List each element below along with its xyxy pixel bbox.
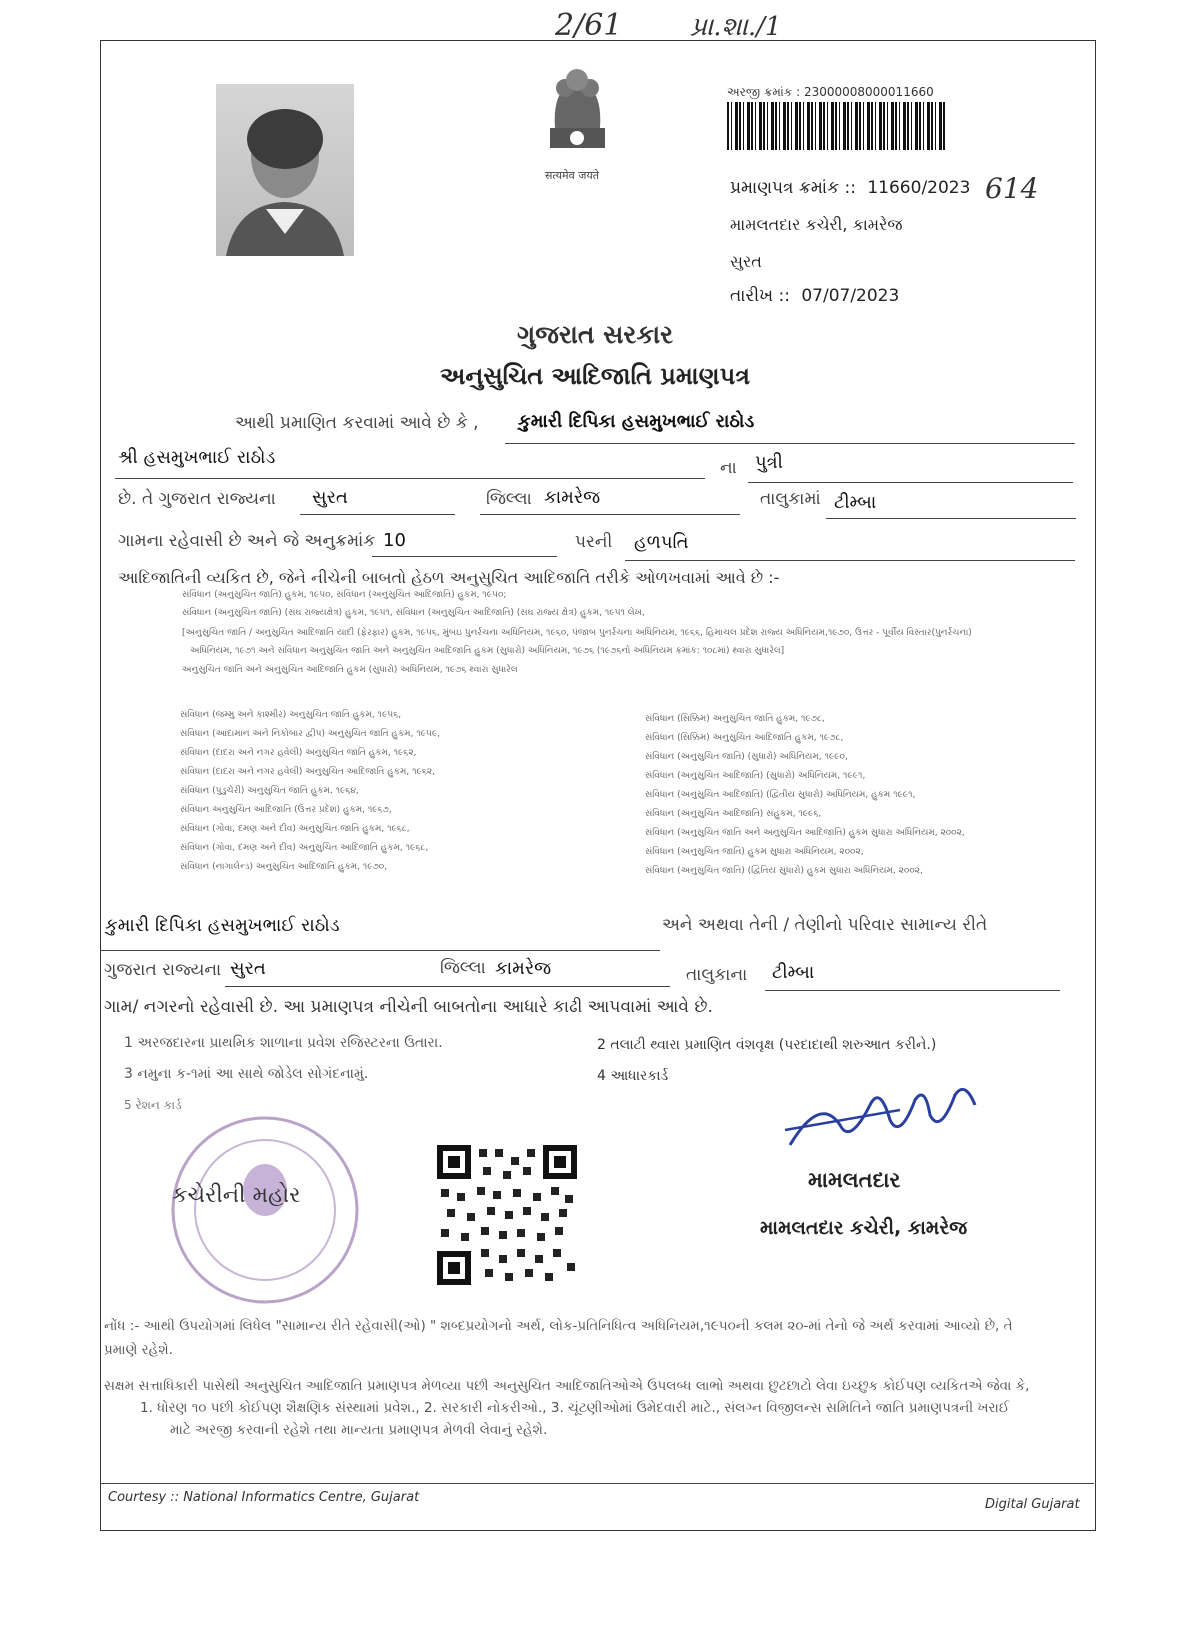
schedule-item: સંવિધાન (સિક્કિમ) અનુસુચિત આદિજાતિ હુકમ, ૧૯૭૮, <box>645 733 844 743</box>
schedule-left-list <box>180 710 440 881</box>
document-item: 4 આધારકાર્ડ <box>597 1068 669 1084</box>
father-name-underline <box>115 478 705 479</box>
certificate-number-label: પ્રમાણપત્ર ક્રમાંક :: <box>730 178 856 198</box>
person-name: કુમારી દિપિકા હસમુખભાઈ રાઠોડ <box>518 411 755 432</box>
tribe-underline <box>625 560 1075 561</box>
footer-brand: Digital Gujarat <box>985 1497 1080 1512</box>
residence-taluka-label: તાલુકાના <box>686 965 748 985</box>
note-text: નોંધ :- આથી ઉપયોગમાં લિધેલ "સામાન્ય રીતે રહેવાસી(ઓ) " શબ્દપ્રયોગનો અર્થ, લોક-પ્રતિનિધિત્વ અધિનિયમ,૧૯૫૦ની કલમ ૨૦-માં તેનો જે અર્થ કરવામાં આવ્યો છે, તે <box>104 1318 1013 1334</box>
relation: પુત્રી <box>755 452 783 473</box>
taluka: કામરેજ <box>544 487 601 508</box>
village-underline <box>826 518 1076 519</box>
schedule-item: સંવિધાન (ગોવા, દમણ અને દીવ) અનુસુચિત આદિજાતિ હુકમ, ૧૯૬૮, <box>180 843 429 853</box>
certificate-date: 07/07/2023 <box>801 286 900 306</box>
parni-label: પરની <box>575 532 613 552</box>
national-emblem-icon <box>535 58 620 168</box>
certify-label: આથી પ્રમાણિત કરવામાં આવે છે કે , <box>235 413 479 433</box>
na-label: ના <box>720 458 737 478</box>
note-text: 1. ધોરણ ૧૦ પછી કોઈપણ શૈક્ષણિક સંસ્થામાં પ્રવેશ., 2. સરકારી નોકરીઓ., 3. ચૂંટણીઓમાં ઉમેદવારી માટે., સંલગ્ન વિજીલન્સ સમિતિને જાતિ પ્રમાણપત્રની ખરાઈ <box>140 1400 1010 1416</box>
residence-name-underline <box>100 950 660 951</box>
district-underline <box>300 514 455 515</box>
taluka-label: તાલુકામાં <box>760 489 821 509</box>
residence-district-label: જિલ્લા <box>440 958 486 978</box>
issuing-office: મામલતદાર કચેરી, કામરેજ <box>730 215 903 234</box>
schedule-header-line: [અનુસુચિત જાતિ / અનુસુચિત આદિજાતિ યાદી (ફેરફાર) હુકમ, ૧૯૫૬, મુંબઇ પુનર્રચના અધિનિયમ, ૧૯૬૦, પંજાબ પુનર્રચના અધિનિયમ, ૧૯૬૬, હિમાચલ પ્રદેશ રાજ્ય અધિનિયમ,૧૯૭૦, ઉત્તર - પૂર્વીય વિસ્તાર(પુનર્રચના) <box>182 628 972 638</box>
document-title: અનુસુચિત આદિજાતિ પ્રમાણપત્ર <box>440 362 750 390</box>
signatory-title: મામલતદાર <box>808 1168 901 1192</box>
schedule-header-line: સંવિધાન (અનુસુચિત જાતિ) (સંઘ રાજ્યક્ષેત્ર) હુકમ, ૧૯૫૧, સંવિધાન (અનુસુચિત આદિજાતિ) (સંઘ રાજ્ય ક્ષેત્ર) હુકમ, ૧૯૫૧ લેખ, <box>182 608 645 618</box>
schedule-item: સંવિધાન (અનુસુચિત જાતિ) હુકમ સુધારા અધિનિયમ, ૨૦૦૨, <box>645 847 864 857</box>
schedule-item: સંવિધાન (અનુસુચિત જાતિ) (સુધારો) અધિનિયમ, ૧૯૯૦, <box>645 752 848 762</box>
village: ટીમ્બા <box>834 492 877 513</box>
document-item: 2 તલાટી થ્વારા પ્રમાણિત વંશવૃક્ષ (પરદાદાથી શરુઆત કરીને.) <box>597 1037 937 1053</box>
schedule-item: સંવિધાન (સિક્કિમ) અનુસુચિત જાતિ હુકમ, ૧૯૭૮, <box>645 714 825 724</box>
schedule-item: સંવિધાન (ગોવા, દમણ અને દીવ) અનુસુચિત જાતિ હુકમ, ૧૯૬૮, <box>180 824 410 834</box>
schedule-item: સંવિધાન અનુસુચિત આદિજાતિ (ઉત્તર પ્રદેશ) હુકમ, ૧૯૬૭, <box>180 805 392 815</box>
office-seal-label: કચેરીની મહોર <box>172 1183 301 1208</box>
barcode <box>727 102 947 150</box>
residence-village: ટીમ્બા <box>772 962 815 983</box>
schedule-header-line: અધિનિયમ, ૧૯૭૧ અને સંવિધાન અનુસુચિત જાતિ અને અનુસુચિત આદિજાતિ હુકમ (સુધારો) અધિનિયમ, ૧૯૭૬ (૧૯૭૬નો અધિનિયમ ક્રમાંક: ૧૦૮માં) થ્વારા સુધારેલ] <box>190 646 785 656</box>
government-title: ગુજરાત સરકાર <box>516 320 674 349</box>
document-item: 1 અરજદારના પ્રાથમિક શાળાના પ્રવેશ રજિસ્ટરના ઉતારા. <box>124 1035 443 1051</box>
schedule-item: સંવિધાન (પુડુચેરી) અનુસુચિત જાતિ હુકમ, ૧૯૬૪, <box>180 786 359 796</box>
residence-village-underline <box>765 990 1060 991</box>
note-text: પ્રમાણે રહેશે. <box>104 1342 173 1358</box>
note-text: માટે અરજી કરવાની રહેશે તથા માન્યતા પ્રમાણપત્ર મેળવી લેવાનું રહેશે. <box>170 1422 548 1438</box>
serial-underline <box>372 556 557 557</box>
schedule-item: સંવિધાન (જમ્મુ અને કાશ્મીર) અનુસુચિત જાતિ હુકમ, ૧૯૫૬, <box>180 710 402 720</box>
residence-district: સુરત <box>230 958 266 979</box>
signature <box>780 1065 980 1165</box>
district: સુરત <box>312 487 348 508</box>
handwritten-ref-right: પ્રા.શા./1 <box>690 12 782 42</box>
schedule-item: સંવિધાન (આંદામાન અને નિકોબાર દ્વીપ) અનુસુચિત જાતિ હુકમ, ૧૯૫૯, <box>180 729 441 739</box>
document-item: 5 રેશન કાર્ડ <box>124 1098 182 1112</box>
schedule-item: સંવિધાન (અનુસુચિત આદિજાતિ) (દ્વિતીય સુધારો) અધિનિયમ, હુકમ ૧૯૯૧, <box>645 790 916 800</box>
application-number: અરજી ક્રમાંક : 23000008000011660 <box>727 85 934 99</box>
schedule-item: સંવિધાન (અનુસુચિત આદિજાતિ) સંહુકમ, ૧૯૯૬, <box>645 809 822 819</box>
certificate-number-row <box>730 178 970 198</box>
issuing-city: સુરત <box>730 252 762 271</box>
tribe-statement: આદિજાતિની વ્યકિત છે, જેને નીચેની બાબતો હેઠળ અનુસુચિત આદિજાતિ તરીકે ઓળખવામાં આવે છે :- <box>118 568 780 587</box>
district-label: જિલ્લા <box>486 489 532 509</box>
residence-person-name: કુમારી દિપિકા હસમુખભાઈ રાઠોડ <box>105 915 340 936</box>
residence-statement: ગામ/ નગરનો રહેવાસી છે. આ પ્રમાણપત્ર નીચેની બાબતોના આધારે કાઢી આપવામાં આવે છે. <box>104 997 713 1017</box>
handwritten-ref-left: 2/61 <box>555 8 623 43</box>
residence-state-label: ગુજરાત રાજ્યના <box>104 960 222 980</box>
qr-code <box>437 1145 577 1285</box>
certificate-number: 11660/2023 <box>867 178 971 198</box>
handwritten-inward-number: 614 <box>985 172 1039 205</box>
footer-divider <box>100 1483 1094 1484</box>
serial-number: 10 <box>383 530 406 551</box>
tribe-name: હળપતિ <box>634 532 689 553</box>
state-label: છે. તે ગુજરાત રાજ્યના <box>118 489 276 509</box>
schedule-item: સંવિધાન (અનુસુચિત જાતિ અને અનુસુચિત આદિજાતિ) હુકમ સુધારા અધિનિયમ, ૨૦૦૨, <box>645 828 965 838</box>
applicant-photo <box>216 84 354 256</box>
schedule-item: સંવિધાન (દાદરા અને નગર હવેલી) અનુસુચિત આદિજાતિ હુકમ, ૧૯૬૨, <box>180 767 436 777</box>
family-statement: અને અથવા તેની / તેણીનો પરિવાર સામાન્ય રીતે <box>662 915 988 935</box>
resident-label: ગામના રહેવાસી છે અને જે અનુક્રમાંક <box>118 531 376 551</box>
certificate-date-row <box>730 286 899 306</box>
residence-taluka: કામરેજ <box>495 958 552 979</box>
footer-courtesy: Courtesy :: National Informatics Centre, Gujarat <box>108 1490 420 1505</box>
schedule-item: સંવિધાન (અનુસુચિત આદિજાતિ) (સુધારો) અધિનિયમ, ૧૯૯૧, <box>645 771 866 781</box>
schedule-item: સંવિધાન (નાગાલેન્ડ) અનુસુચિત આદિજાતિ હુકમ, ૧૯૭૦, <box>180 862 388 872</box>
person-name-underline <box>505 443 1075 444</box>
note-text: સક્ષમ સત્તાધિકારી પાસેથી અનુસુચિત આદિજાતિ પ્રમાણપત્ર મેળવ્યા પછી અનુસુચિત આદિજાતિઓએ ઉપલબ્ધ લાભો અથવા છુટછાટો લેવા ઇચ્છુક કોઈપણ વ્યકિતએ જેવા કે, <box>104 1378 1030 1394</box>
office-seal <box>165 1110 365 1310</box>
schedule-right-list <box>645 714 965 885</box>
date-label: તારીખ :: <box>730 286 790 306</box>
schedule-header-line: સંવિધાન (અનુસુચિત જાતિ) હુકમ, ૧૯૫૦, સંવિધાન (અનુસુચિત આદિજાતિ) હુકમ, ૧૯૫૦; <box>182 590 507 600</box>
father-name: શ્રી હસમુખભાઈ રાઠોડ <box>118 447 276 468</box>
taluka-underline <box>480 514 740 515</box>
schedule-header-line: અનુસુચિત જાતિ અને અનુસુચિત આદિજાતિ હુકમ (સુધારો) અધિનિયમ, ૧૯૭૬ થ્વારા સુધારેલ <box>182 665 518 675</box>
signatory-office: મામલતદાર કચેરી, કામરેજ <box>760 1217 968 1239</box>
residence-district-underline <box>225 986 670 987</box>
schedule-item: સંવિધાન (દાદરા અને નગર હવેલી) અનુસુચિત જાતિ હુકમ, ૧૯૬૨, <box>180 748 417 758</box>
relation-underline <box>748 482 1073 483</box>
schedule-item: સંવિધાન (અનુસુચિત જાતિ) (દ્વિતિય સુધારો) હુકમ સુધારા અધિનિયમ, ૨૦૦૨, <box>645 866 923 876</box>
document-item: 3 નમુના ક-૧માં આ સાથે જોડેલ સોગંદનામું. <box>124 1066 369 1082</box>
emblem-motto: सत्यमेव जयते <box>545 169 600 182</box>
